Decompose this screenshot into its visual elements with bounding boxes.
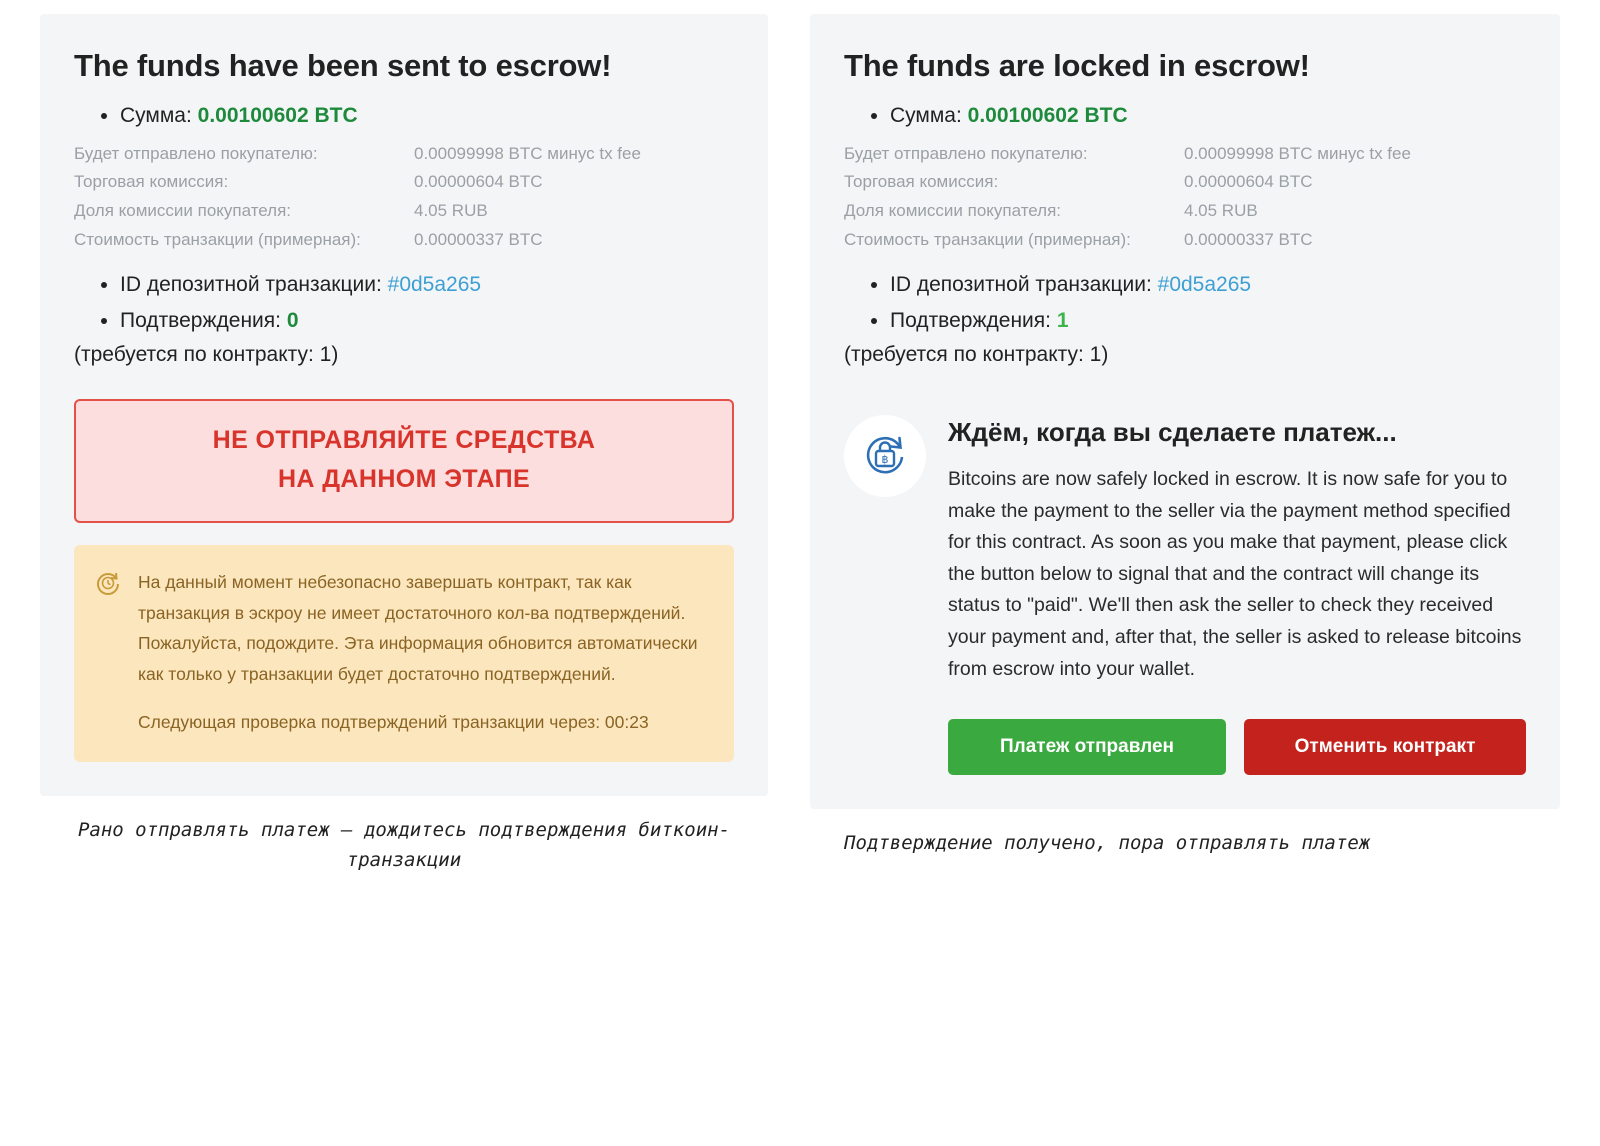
detail-row	[844, 140, 1526, 169]
tx-id-label: ID депозитной транзакции:	[120, 273, 382, 297]
escrow-sent-panel	[40, 14, 768, 796]
amount-label: Сумма:	[120, 104, 192, 127]
amount-label: Сумма:	[890, 104, 962, 127]
escrow-lock-refresh-icon	[844, 415, 926, 497]
pending-confirmations-info	[74, 545, 734, 762]
detail-label: Доля комиссии покупателя:	[844, 201, 1062, 221]
confirmations-value: 0	[286, 308, 299, 332]
detail-value: 0.00000337 BTC	[414, 230, 543, 250]
warning-line-1: НЕ ОТПРАВЛЯЙТЕ СРЕДСТВА	[212, 426, 596, 455]
detail-value: 4.05 RUB	[414, 201, 488, 221]
detail-value: 0.00000337 BTC	[1184, 230, 1313, 250]
confirmations-label: Подтверждения:	[890, 308, 1051, 332]
page-title: The funds have been sent to escrow!	[74, 48, 612, 83]
do-not-send-warning	[74, 399, 734, 523]
action-buttons	[948, 719, 1526, 775]
required-confirmations-note: (требуется по контракту: 1)	[74, 343, 339, 367]
detail-row	[74, 140, 734, 169]
amount-unit: BTC	[1084, 104, 1128, 127]
detail-value: 0.00099998 BTC минус tx fee	[414, 143, 641, 163]
tx-id-link[interactable]: #0d5a265	[387, 273, 482, 297]
fee-details	[74, 140, 734, 256]
detail-value: 0.00099998 BTC минус tx fee	[1184, 143, 1411, 163]
tx-id-row	[890, 269, 1526, 301]
svg-text:฿: ฿	[881, 453, 889, 467]
payment-sent-button[interactable]: Платеж отправлен	[948, 719, 1226, 775]
page-title: The funds are locked in escrow!	[844, 48, 1310, 83]
tx-id-row	[120, 269, 734, 301]
left-caption: Рано отправлять платеж — дождитесь подтверждения биткоин-транзакции	[77, 819, 731, 871]
confirmations-row	[120, 305, 734, 337]
awaiting-payment-block	[844, 415, 1526, 775]
amount-unit: BTC	[314, 104, 358, 127]
left-column	[40, 14, 768, 1146]
warning-line-2: НА ДАННОМ ЭТАПЕ	[277, 465, 531, 494]
info-body	[138, 567, 712, 738]
detail-label: Стоимость транзакции (примерная):	[74, 230, 361, 250]
fee-details	[844, 140, 1526, 256]
detail-value: 4.05 RUB	[1184, 201, 1258, 221]
detail-label: Будет отправлено покупателю:	[74, 143, 318, 163]
tx-id-label: ID депозитной транзакции:	[890, 273, 1152, 297]
awaiting-payment-text: Bitcoins are now safely locked in escrow. It is now safe for you to make the payment to the seller via the payment method specified for this contract. As soon as you make that payment, please click the button below to signal that and the contract will change its status to "paid". We'll then ask the seller to check they received your payment and, after that, the seller is asked to release bitcoins from escrow into your wallet.	[948, 468, 1522, 680]
detail-value: 0.00000604 BTC	[414, 172, 543, 192]
required-confirmations-note: (требуется по контракту: 1)	[844, 343, 1109, 367]
awaiting-payment-body	[948, 415, 1526, 775]
detail-label: Торговая комиссия:	[74, 172, 229, 192]
amount-value: 0.00100602	[197, 104, 309, 127]
status-list	[74, 269, 734, 336]
detail-row	[74, 168, 734, 197]
detail-row	[844, 168, 1526, 197]
confirmations-row	[890, 305, 1526, 337]
detail-row	[844, 197, 1526, 226]
detail-label: Торговая комиссия:	[844, 172, 999, 192]
confirmations-label: Подтверждения:	[120, 308, 281, 332]
confirmations-value: 1	[1056, 308, 1069, 332]
next-check-timer: Следующая проверка подтверждений транзакции через: 00:23	[138, 712, 649, 733]
escrow-locked-panel	[810, 14, 1560, 809]
summary-list	[844, 100, 1526, 132]
info-text: На данный момент небезопасно завершать контракт, так как транзакция в эскроу не имеет достаточного кол-ва подтверждений. Пожалуйста, подождите. Эта информация обновится автоматически как только у транзакции будет достаточно подтверждений.	[138, 571, 698, 684]
detail-value: 0.00000604 BTC	[1184, 172, 1313, 192]
detail-row	[844, 226, 1526, 255]
detail-row	[74, 197, 734, 226]
status-list	[844, 269, 1526, 336]
amount-row	[890, 100, 1526, 132]
awaiting-payment-title: Ждём, когда вы сделаете платеж...	[948, 417, 1397, 448]
cancel-contract-button[interactable]: Отменить контракт	[1244, 719, 1526, 775]
tx-id-link[interactable]: #0d5a265	[1157, 273, 1252, 297]
detail-label: Доля комиссии покупателя:	[74, 201, 292, 221]
clock-refresh-icon	[94, 567, 124, 738]
amount-value: 0.00100602	[967, 104, 1079, 127]
detail-row	[74, 226, 734, 255]
right-caption: Подтверждение получено, пора отправлять платеж	[844, 832, 1371, 855]
detail-label: Стоимость транзакции (примерная):	[844, 230, 1131, 250]
detail-label: Будет отправлено покупателю:	[844, 143, 1088, 163]
summary-list	[74, 100, 734, 132]
amount-row	[120, 100, 734, 132]
right-column	[810, 14, 1560, 1146]
